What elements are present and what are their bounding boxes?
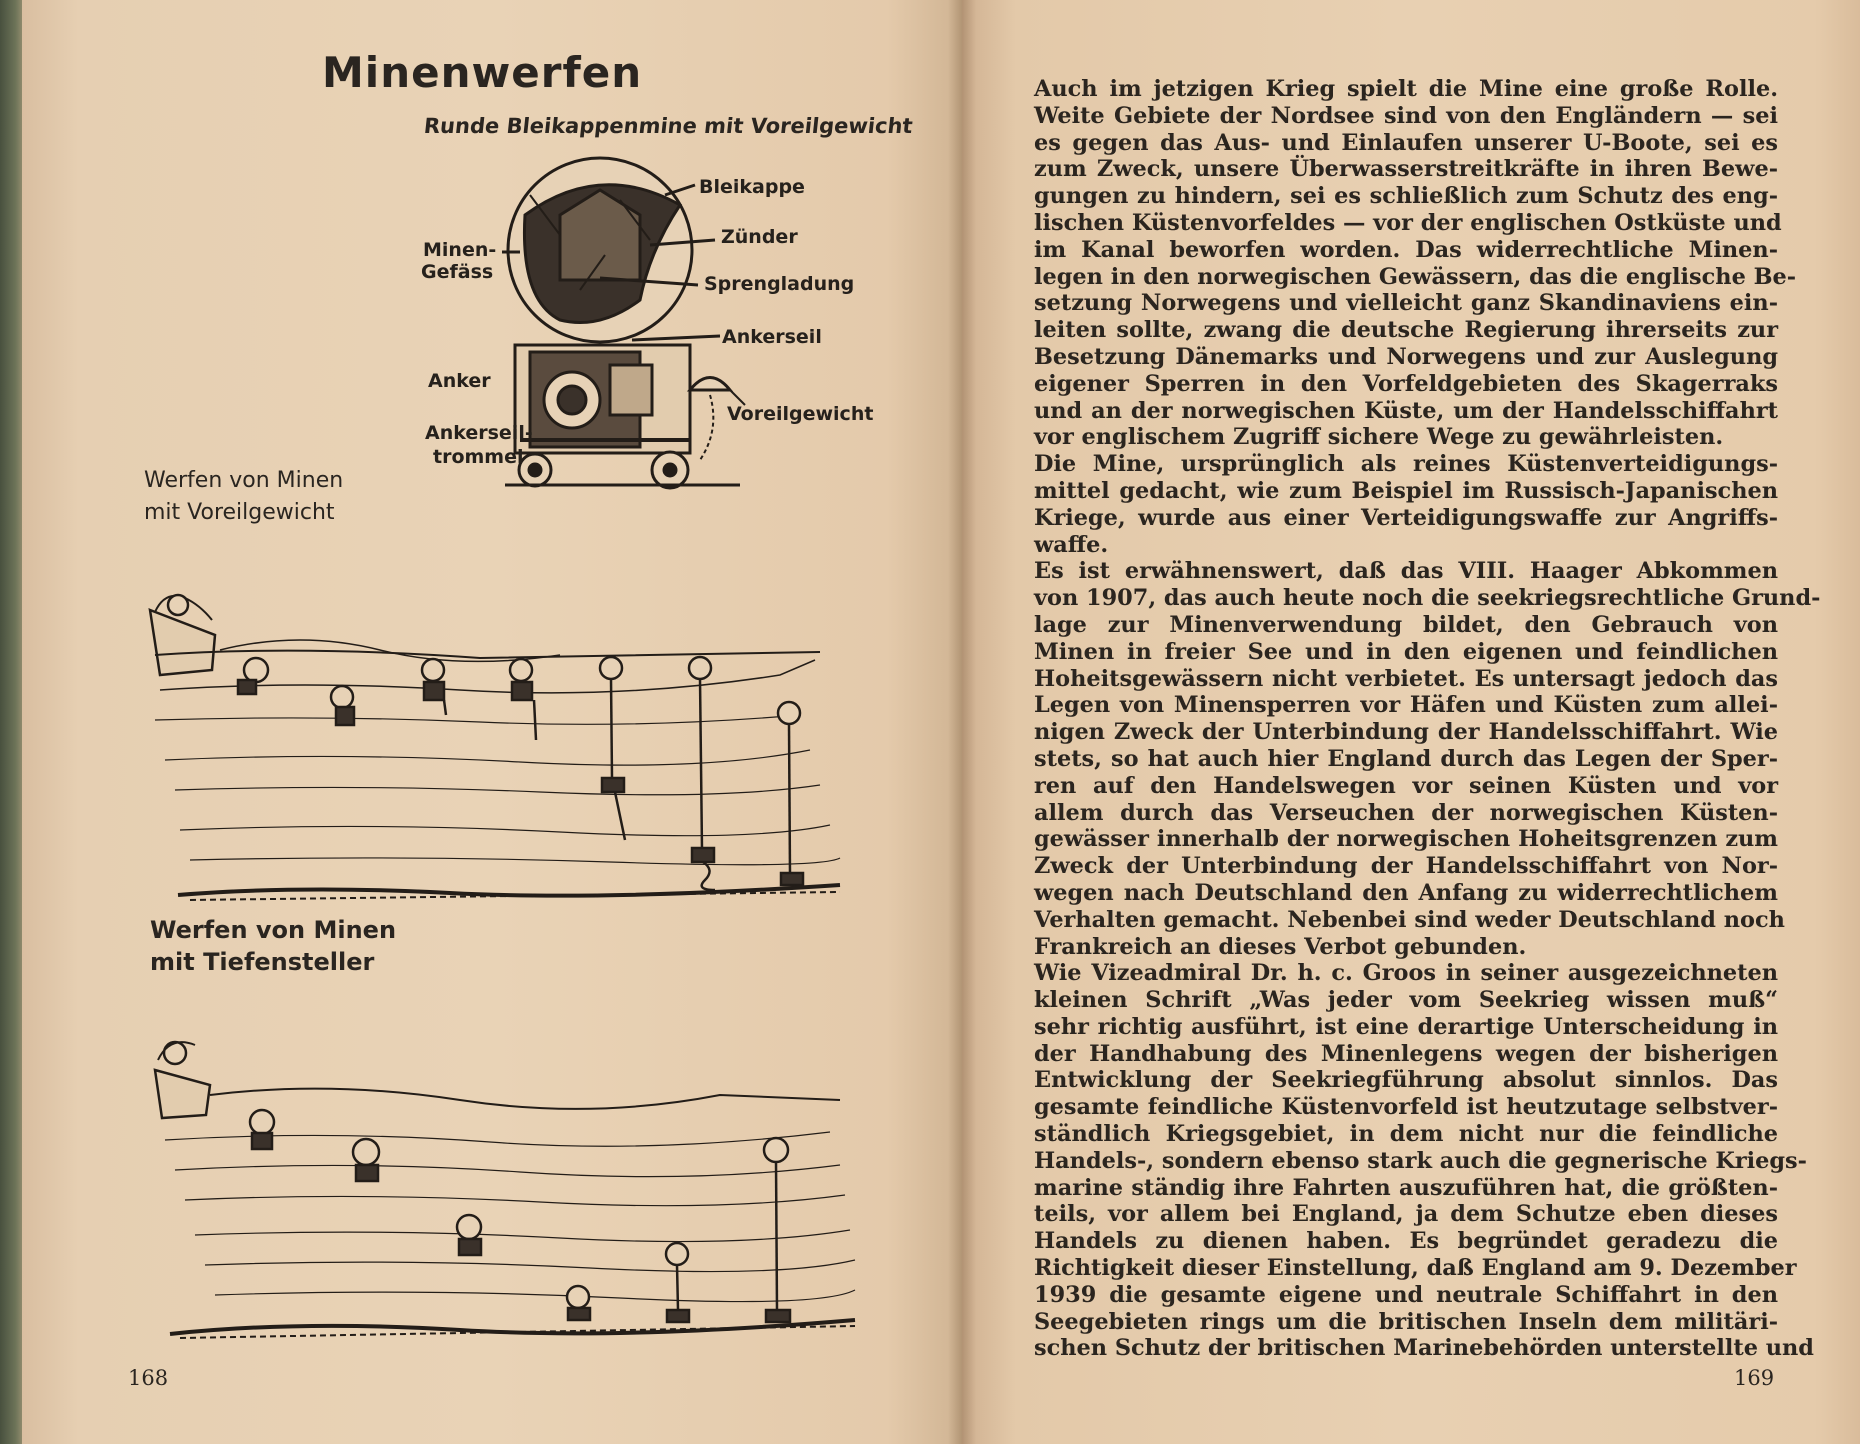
text-line: der Handhabung des Minenlegens wegen der bisherigen xyxy=(1034,1040,1778,1067)
text-line: Handels zu dienen haben. Es begründet geradezu die xyxy=(1034,1228,1778,1255)
text-line: Kriege, wurde aus einer Verteidigungswaffe zur Angriffs- xyxy=(1034,504,1778,531)
label-anker: Anker xyxy=(428,370,491,392)
text-line: Wie Vizeadmiral Dr. h. c. Groos in seiner ausgezeichneten xyxy=(1034,960,1778,987)
caption-voreilgewicht-line-1: Werfen von Minen xyxy=(144,468,344,493)
page-title: Minenwerfen xyxy=(322,48,643,97)
text-line: Zweck der Unterbindung der Handelsschiffahrt von Nor- xyxy=(1034,853,1778,880)
text-line: stets, so hat auch hier England durch das Legen der Sper- xyxy=(1034,745,1778,772)
label-zuender: Zünder xyxy=(721,226,798,248)
page-number-left: 168 xyxy=(128,1366,169,1390)
text-line: Entwicklung der Seekriegführung absolut sinnlos. Das xyxy=(1034,1067,1778,1094)
text-line: gewässer innerhalb der norwegischen Hoheitsgrenzen zum xyxy=(1034,826,1778,853)
text-line: Richtigkeit dieser Einstellung, daß England am 9. Dezember xyxy=(1034,1255,1797,1282)
text-line: Frankreich an dieses Verbot gebunden. xyxy=(1034,933,1527,960)
label-ankerseiltrommel-2: trommel xyxy=(433,446,524,468)
text-line: sehr richtig ausführt, ist eine derartige Unterscheidung in xyxy=(1034,1013,1778,1040)
caption-tiefensteller-line-2: mit Tiefensteller xyxy=(150,948,375,976)
diagram-subtitle: Runde Bleikappenmine mit Voreilgewicht xyxy=(422,114,914,138)
text-line: waffe. xyxy=(1034,531,1109,558)
text-line: nigen Zweck der Unterbindung der Handelsschiffahrt. Wie xyxy=(1034,719,1778,746)
caption-tiefensteller-line-1: Werfen von Minen xyxy=(150,916,397,944)
text-line: eigener Sperren in den Vorfeldgebieten des Skagerraks xyxy=(1034,370,1778,397)
label-bleikappe: Bleikappe xyxy=(699,176,805,198)
text-line: Handels-, sondern ebenso stark auch die gegnerische Kriegs- xyxy=(1034,1147,1807,1174)
text-line: Minen in freier See und in den eigenen und feindlichen xyxy=(1034,638,1778,665)
text-line: zum Zweck, unsere Überwasserstreitkräfte in ihren Bewe- xyxy=(1034,156,1778,183)
text-line: setzung Norwegens und vielleicht ganz Skandinaviens ein- xyxy=(1034,290,1778,317)
label-voreilgewicht: Voreilgewicht xyxy=(727,403,874,425)
text-line: ren auf den Handelswegen vor seinen Küsten und vor xyxy=(1034,772,1778,799)
text-line: lage zur Minenverwendung bildet, den Gebrauch von xyxy=(1034,611,1778,638)
text-line: Verhalten gemacht. Nebenbei sind weder Deutschland noch xyxy=(1034,906,1785,933)
text-line: allem durch das Verseuchen der norwegischen Küsten- xyxy=(1034,799,1778,826)
label-sprengladung: Sprengladung xyxy=(704,273,855,295)
page-number-right: 169 xyxy=(1734,1366,1775,1390)
text-line: kleinen Schrift „Was jeder vom Seekrieg wissen muß“ xyxy=(1034,987,1778,1014)
text-line: Besetzung Dänemarks und Norwegens und zur Auslegung xyxy=(1034,343,1778,370)
text-line: gungen zu hindern, sei es schließlich zum Schutz des eng- xyxy=(1034,183,1778,210)
text-line: lischen Küstenvorfeldes — vor der englischen Ostküste und xyxy=(1034,209,1782,236)
text-line: vor englischem Zugriff sichere Wege zu gewährleisten. xyxy=(1034,424,1724,451)
text-line: schen Schutz der britischen Marinebehörden unterstellte und xyxy=(1034,1335,1814,1362)
label-ankerseiltrommel-1: Ankerseil- xyxy=(425,422,533,444)
text-line: Weite Gebiete der Nordsee sind von den Engländern — sei xyxy=(1034,102,1778,129)
text-line: mittel gedacht, wie zum Beispiel im Russisch-Japanischen xyxy=(1034,477,1778,504)
label-minen-gefaess-2: Gefäss xyxy=(421,261,494,283)
label-ankerseil: Ankerseil xyxy=(722,326,822,348)
text-line: 1939 die gesamte eigene und neutrale Schiffahrt in den xyxy=(1034,1281,1778,1308)
caption-voreilgewicht-line-2: mit Voreilgewicht xyxy=(144,500,335,525)
text-line: marine ständig ihre Fahrten auszuführen hat, die größten- xyxy=(1034,1174,1778,1201)
text-line: leiten sollte, zwang die deutsche Regierung ihrerseits zur xyxy=(1034,317,1778,344)
text-line: Auch im jetzigen Krieg spielt die Mine eine große Rolle. xyxy=(1034,76,1778,102)
text-line: ständlich Kriegsgebiet, in dem nicht nur die feindliche xyxy=(1034,1121,1778,1148)
text-line: Es ist erwähnenswert, daß das VIII. Haager Abkommen xyxy=(1034,558,1778,585)
text-line: es gegen das Aus- und Einlaufen unserer U-Boote, sei es xyxy=(1034,129,1778,156)
label-minen-gefaess-1: Minen- xyxy=(423,239,497,261)
text-line: teils, vor allem bei England, ja dem Schutze eben dieses xyxy=(1034,1201,1778,1228)
text-line: und an der norwegischen Küste, um der Handelsschiffahrt xyxy=(1034,397,1778,424)
text-line: Hoheitsgewässern nicht verbietet. Es untersagt jedoch das xyxy=(1034,665,1778,692)
text-line: Legen von Minensperren vor Häfen und Küsten zum allei- xyxy=(1034,692,1778,719)
text-line: im Kanal beworfen worden. Das widerrechtliche Minen- xyxy=(1034,236,1778,263)
text-line: wegen nach Deutschland den Anfang zu widerrechtlichem xyxy=(1034,879,1778,906)
text-line: gesamte feindliche Küstenvorfeld ist heutzutage selbstver- xyxy=(1034,1094,1778,1121)
text-line: von 1907, das auch heute noch die seekriegsrechtliche Grund- xyxy=(1034,585,1821,612)
text-line: Seegebieten rings um die britischen Inseln dem militäri- xyxy=(1034,1308,1778,1335)
body-text xyxy=(1034,76,1821,1362)
text-line: Die Mine, ursprünglich als reines Küstenverteidigungs- xyxy=(1034,451,1778,478)
text-line: legen in den norwegischen Gewässern, das die englische Be- xyxy=(1034,263,1797,290)
